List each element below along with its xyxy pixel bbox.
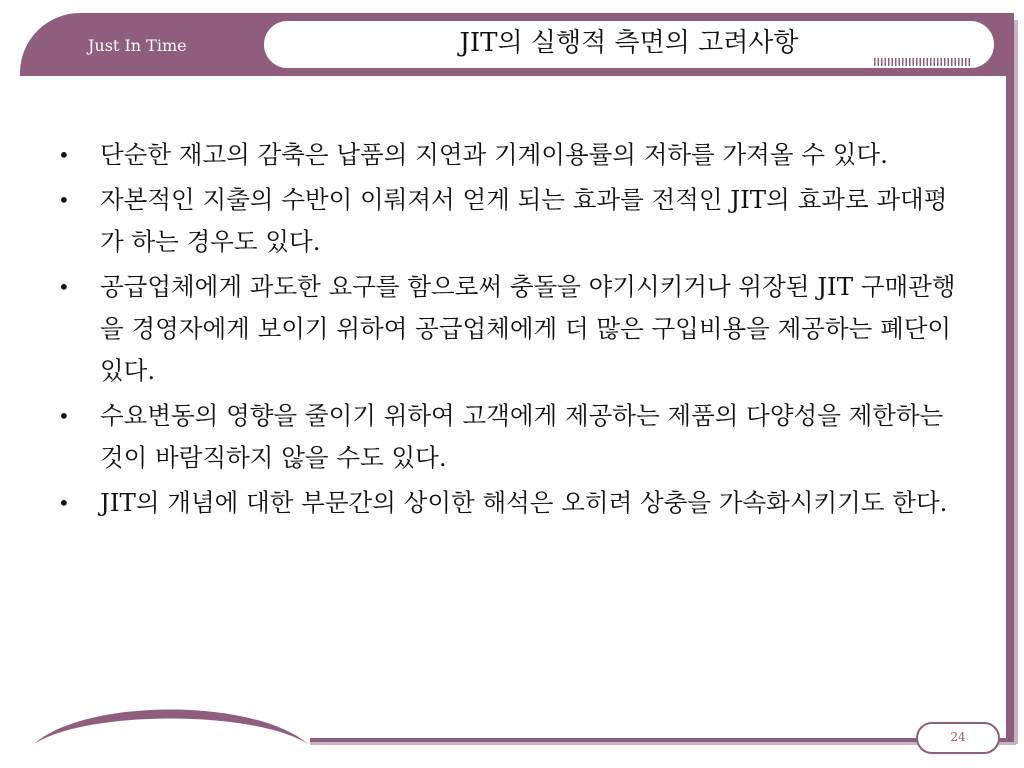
bullet-item <box>58 266 963 392</box>
bullet-dot-icon: • <box>58 143 70 167</box>
bullet-text: JIT의 개념에 대한 부문간의 상이한 해석은 오히려 상충을 가속화시키기도 한다. <box>100 488 948 517</box>
barcode-decoration <box>874 58 970 66</box>
bullet-text: 자본적인 지출의 수반이 이뤄져서 얻게 되는 효과를 전적인 JIT의 효과로 과대평가 하는 경우도 있다. <box>100 185 948 256</box>
bullet-dot-icon: • <box>58 275 70 299</box>
arc-decoration <box>26 700 316 750</box>
bullet-dot-icon: • <box>58 404 70 428</box>
bottom-rail-shadow <box>310 742 1016 745</box>
brand-label: Just In Time <box>88 36 187 55</box>
bullet-text: 공급업체에게 과도한 요구를 함으로써 충돌을 야기시키거나 위장된 JIT 구매관행을 경영자에게 보이기 위하여 공급업체에게 더 많은 구입비용을 제공하는 폐단이 있다. <box>100 272 956 385</box>
slide-title: JIT의 실행적 측면의 고려사항 <box>459 28 799 58</box>
right-rail <box>1006 13 1014 742</box>
bullet-dot-icon: • <box>58 491 70 515</box>
bullet-list <box>58 134 963 527</box>
bullet-item <box>58 134 963 176</box>
bullet-item <box>58 179 963 263</box>
page-number: 24 <box>950 730 966 744</box>
bullet-text: 단순한 재고의 감축은 납품의 지연과 기계이용률의 저하를 가져올 수 있다. <box>100 140 888 169</box>
right-rail-shadow <box>1014 20 1018 744</box>
bullet-dot-icon: • <box>58 188 70 212</box>
bullet-text: 수요변동의 영향을 줄이기 위하여 고객에게 제공하는 제품의 다양성을 제한하는 것이 바람직하지 않을 수도 있다. <box>100 401 944 472</box>
bullet-item <box>58 395 963 479</box>
bullet-item <box>58 482 963 524</box>
